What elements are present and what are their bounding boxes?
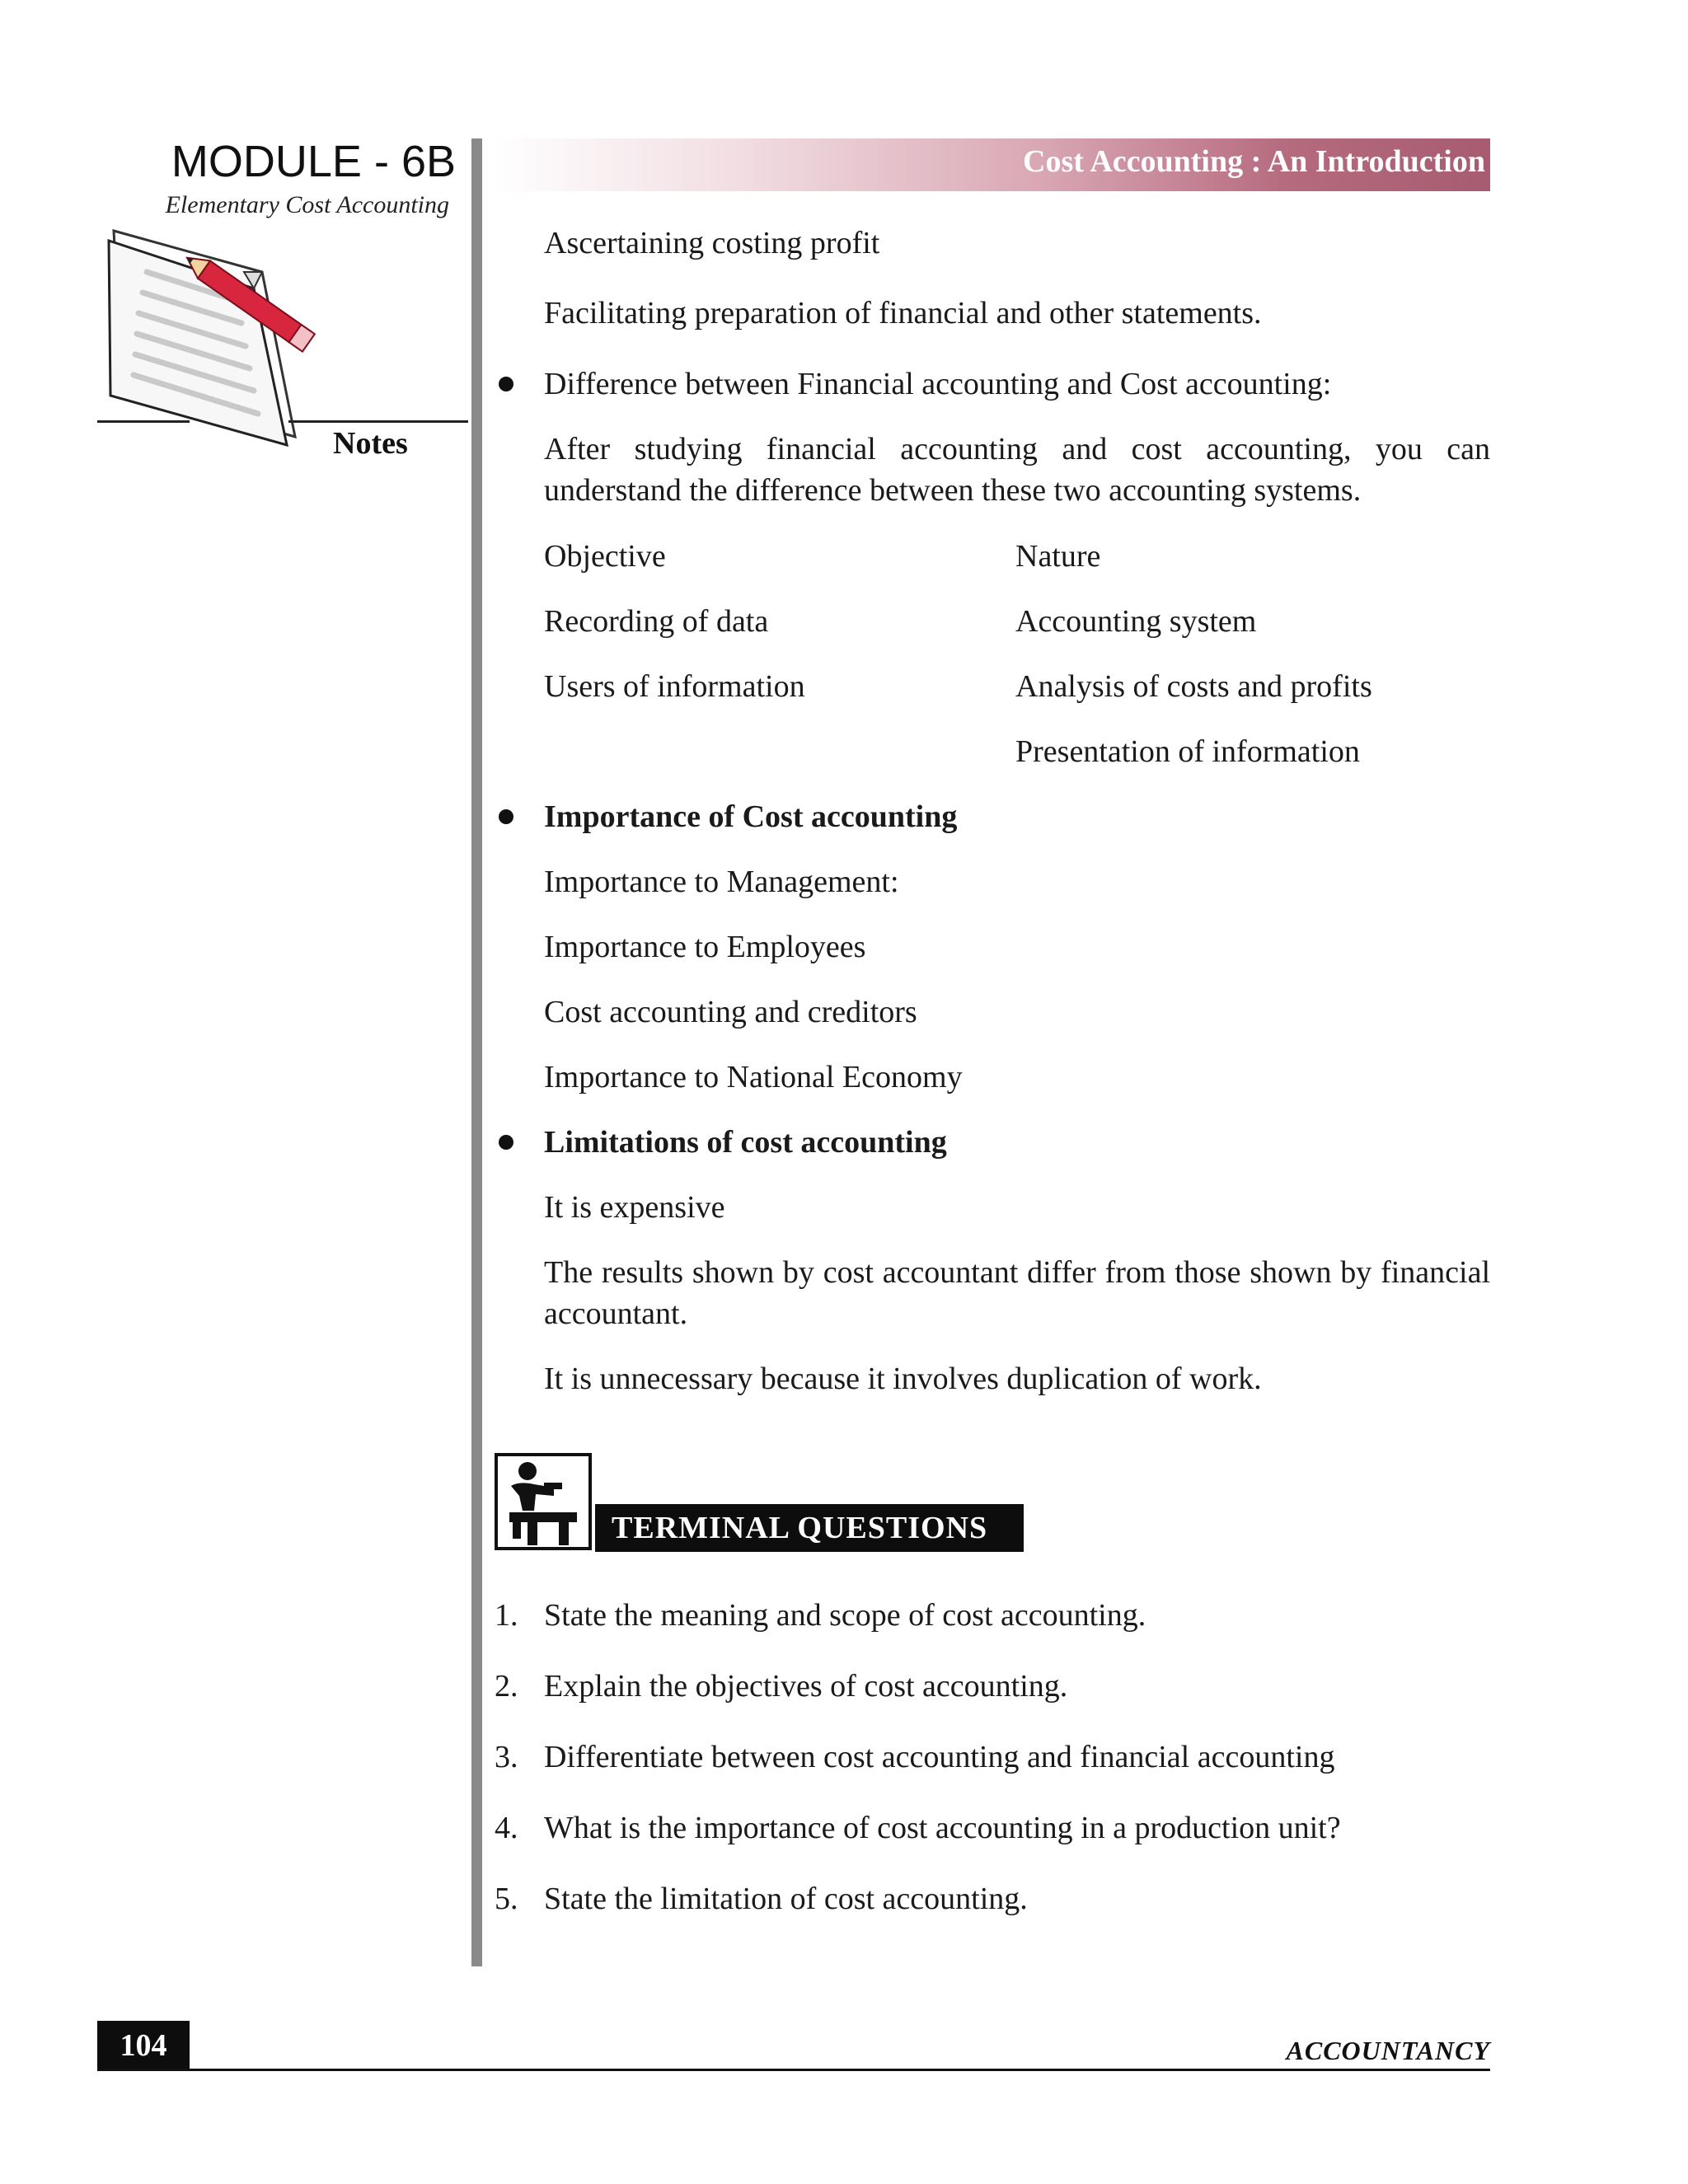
importance-heading: Importance of Cost accounting <box>544 799 958 834</box>
bullet <box>499 1135 513 1150</box>
chapter-header <box>493 138 1490 191</box>
terminal-questions-heading: TERMINAL QUESTIONS <box>595 1504 1024 1552</box>
difference-right-item: Accounting system <box>1015 604 1257 639</box>
difference-intro: After studying financial accounting and cost accounting, you can understand the difference between these two accounting systems. <box>544 432 1490 508</box>
difference-left-item: Recording of data <box>544 604 769 639</box>
notes-pencil-icon <box>97 223 468 462</box>
module-subtitle: Elementary Cost Accounting <box>165 191 449 218</box>
question-number: 1. <box>495 1598 518 1633</box>
notes-label: Notes <box>333 426 408 461</box>
chapter-title: Cost Accounting : An Introduction <box>1023 144 1485 179</box>
text-line: Facilitating preparation of financial and other statements. <box>544 296 1262 330</box>
module-title: MODULE - 6B <box>171 137 456 186</box>
bullet <box>499 377 513 391</box>
difference-right-item: Analysis of costs and profits <box>1015 669 1372 704</box>
page-number: 104 <box>97 2021 190 2070</box>
question-number: 3. <box>495 1740 518 1774</box>
question-text: What is the importance of cost accounting in a production unit? <box>544 1811 1341 1845</box>
importance-item: Importance to Employees <box>544 930 866 964</box>
question-text: Explain the objectives of cost accounting. <box>544 1669 1068 1704</box>
difference-left-item: Objective <box>544 539 666 574</box>
bullet <box>499 809 513 824</box>
question-number: 4. <box>495 1811 518 1845</box>
limitation-item: It is expensive <box>544 1190 725 1225</box>
student-desk-icon <box>495 1453 592 1550</box>
question-text: State the limitation of cost accounting. <box>544 1882 1028 1916</box>
margin-rule <box>471 138 482 1966</box>
difference-right-item: Nature <box>1015 539 1101 574</box>
footer-subject: ACCOUNTANCY <box>1286 2036 1490 2065</box>
importance-item: Cost accounting and creditors <box>544 995 917 1029</box>
question-number: 2. <box>495 1669 518 1704</box>
question-number: 5. <box>495 1882 518 1916</box>
question-text: State the meaning and scope of cost accounting. <box>544 1598 1146 1633</box>
importance-item: Importance to National Economy <box>544 1060 963 1094</box>
notes-divider-right <box>288 420 468 423</box>
question-text: Differentiate between cost accounting and financial accounting <box>544 1740 1335 1774</box>
limitations-heading: Limitations of cost accounting <box>544 1125 947 1160</box>
limitation-item: It is unnecessary because it involves duplication of work. <box>544 1361 1262 1396</box>
text-line: Ascertaining costing profit <box>544 226 880 260</box>
notes-divider-left <box>97 420 190 423</box>
difference-right-item: Presentation of information <box>1015 734 1360 769</box>
limitation-item: The results shown by cost accountant differ from those shown by financial accountant. <box>544 1255 1490 1331</box>
difference-left-item: Users of information <box>544 669 805 704</box>
difference-heading: Difference between Financial accounting and Cost accounting: <box>544 367 1332 401</box>
footer-rule <box>97 2069 1490 2071</box>
importance-item: Importance to Management: <box>544 865 899 899</box>
